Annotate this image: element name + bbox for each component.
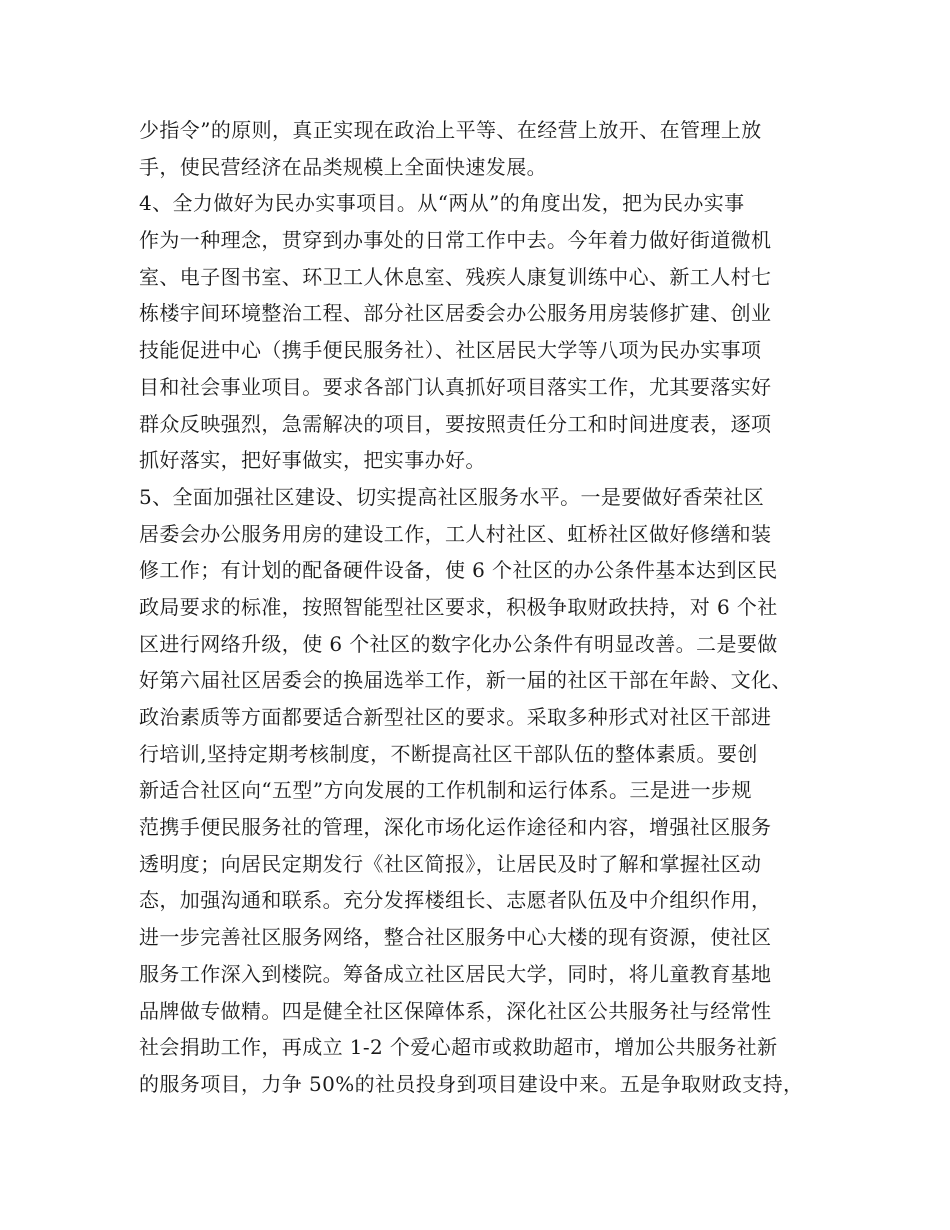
text-line: 政治素质等方面都要适合新型社区的要求。采取多种形式对社区干部进: [139, 705, 772, 729]
text-line: 的服务项目，力争 50%的社员投身到项目建设中来。五是争取财政支持，: [139, 1071, 804, 1096]
text-line: 修工作；有计划的配备硬件设备，使 6 个社区的办公条件基本达到区民: [139, 558, 778, 583]
text-line: 透明度；向居民定期发行《社区简报》，让居民及时了解和掌握社区动: [139, 851, 762, 876]
text-line: 少指令”的原则，真正实现在政治上平等、在经营上放开、在管理上放: [139, 118, 762, 142]
text-line: 区进行网络升级，使 6 个社区的数字化办公条件有明显改善。二是要做: [139, 631, 778, 656]
text-line: 作为一种理念，贯穿到办事处的日常工作中去。今年着力做好街道微机: [139, 228, 772, 253]
text-line: 室、电子图书室、环卫工人休息室、残疾人康复训练中心、新工人村七: [139, 264, 772, 289]
text-line: 群众反映强烈，急需解决的项目，要按照责任分工和时间进度表，逐项: [139, 411, 772, 436]
text-line: 5、全面加强社区建设、切实提高社区服务水平。一是要做好香荣社区: [139, 484, 765, 509]
text-line: 抓好落实，把好事做实，把实事办好。: [139, 448, 486, 473]
text-line: 进一步完善社区服务网络，整合社区服务中心大楼的现有资源，使社区: [139, 925, 772, 950]
text-line: 目和社会事业项目。要求各部门认真抓好项目落实工作，尤其要落实好: [139, 374, 772, 399]
text-line: 社会捐助工作，再成立 1-2 个爱心超市或救助超市，增加公共服务社新: [139, 1035, 778, 1060]
text-line: 服务工作深入到楼院。筹备成立社区居民大学，同时，将儿童教育基地: [139, 961, 772, 986]
text-line: 栋楼宇间环境整治工程、部分社区居委会办公服务用房装修扩建、创业: [139, 301, 772, 326]
body-text: [139, 112, 839, 1103]
text-line: 态，加强沟通和联系。充分发挥楼组长、志愿者队伍及中介组织作用，: [139, 888, 772, 913]
text-line: 政局要求的标准，按照智能型社区要求，积极争取财政扶持，对 6 个社: [139, 594, 778, 619]
text-line: 新适合社区向“五型”方向发展的工作机制和运行体系。三是进一步规: [139, 778, 752, 803]
text-line: 4、全力做好为民办实事项目。从“两从”的角度出发，把为民办实事: [139, 191, 745, 216]
text-line: 居委会办公服务用房的建设工作，工人村社区、虹桥社区做好修缮和装: [139, 521, 772, 546]
text-line: 手，使民营经济在品类规模上全面快速发展。: [139, 154, 547, 179]
text-line: 技能促进中心（携手便民服务社）、社区居民大学等八项为民办实事项: [139, 338, 762, 363]
text-line: 好第六届社区居委会的换届选举工作，新一届的社区干部在年龄、文化、: [139, 668, 792, 693]
text-line: 范携手便民服务社的管理，深化市场化运作途径和内容，增强社区服务: [139, 815, 772, 840]
text-line: 行培训,坚持定期考核制度，不断提高社区干部队伍的整体素质。要创: [139, 741, 758, 766]
text-line: 品牌做专做精。四是健全社区保障体系，深化社区公共服务社与经常性: [139, 998, 772, 1023]
